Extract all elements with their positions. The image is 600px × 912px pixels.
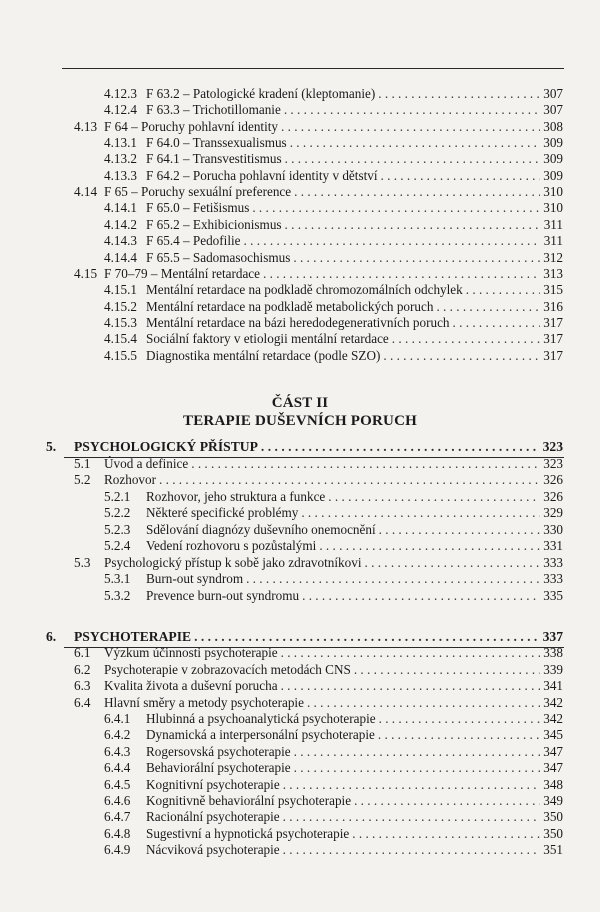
toc-entry (74, 265, 563, 282)
toc-entry-page: 350 (543, 809, 563, 825)
toc-entry-page: 330 (543, 521, 563, 537)
toc-entry-page: 349 (543, 793, 563, 808)
toc-entry-number: 4.15 (74, 265, 98, 281)
toc-entry-title: F 63.2 – Patologické kradení (kleptomanie) (146, 86, 376, 101)
toc-dot-leader (436, 298, 540, 315)
toc-dot-leader (283, 841, 541, 858)
toc-entry-title: Rozhovor (104, 472, 157, 487)
toc-entry (74, 694, 563, 711)
toc-entry-title: Diagnostika mentální retardace (podle SZO) (146, 347, 381, 363)
toc-entry-number: 5.3.1 (104, 571, 131, 586)
toc-entry-page: 315 (543, 282, 563, 298)
toc-dot-leader (191, 455, 540, 472)
toc-entry-number: 6.4.1 (104, 711, 131, 726)
toc-entry-title: Sugestivní a hypnotická psychoterapie (146, 825, 350, 841)
toc-dot-leader (283, 776, 541, 793)
toc-entry-title: Racionální psychoterapie (146, 809, 280, 825)
toc-entry-title: Kognitivně behaviorální psychoterapie (146, 793, 352, 808)
toc-entry-title: Rogersovská psychoterapie (146, 743, 291, 759)
toc-entry (74, 183, 563, 200)
toc-dot-leader (246, 570, 540, 587)
toc-entry-number: 5.2 (74, 472, 91, 487)
toc-dot-leader (261, 438, 540, 455)
toc-dot-leader (244, 232, 541, 249)
toc-entry-page: 335 (543, 587, 563, 603)
toc-entry-number: 6.3 (74, 678, 91, 694)
toc-entry-number: 6.4.5 (104, 776, 131, 792)
toc-dot-leader (328, 488, 540, 505)
toc-dot-leader (354, 792, 540, 809)
toc-entry-title: Mentální retardace na bázi heredodegenerativních poruch (146, 314, 450, 330)
toc-dot-leader (378, 726, 540, 743)
toc-dot-leader (263, 265, 540, 282)
toc-entry (104, 314, 563, 331)
toc-dot-leader (281, 644, 541, 661)
toc-dot-leader (365, 554, 541, 571)
toc-entry-title: Burn-out syndrom (146, 571, 244, 586)
toc-entry (74, 644, 563, 661)
toc-entry-number: 6.1 (74, 645, 91, 661)
toc-entry-page: 307 (543, 102, 563, 118)
toc-entry-page: 326 (543, 488, 563, 504)
toc-entry-page: 310 (543, 200, 563, 216)
toc-entry-page: 311 (543, 233, 563, 249)
toc-dot-leader (294, 759, 541, 776)
toc-entry-number: 6.4.7 (104, 809, 131, 825)
toc-entry-number: 4.14.1 (104, 200, 137, 216)
toc-entry-number: 4.15.4 (104, 331, 137, 347)
toc-entry-title: Rozhovor, jeho struktura a funkce (146, 488, 326, 504)
toc-entry-page: 347 (543, 760, 563, 776)
toc-entry (104, 808, 563, 825)
toc-entry (74, 118, 563, 135)
toc-dot-leader (453, 314, 541, 331)
toc-entry-title: Kvalita života a duševní porucha (104, 678, 278, 694)
part-title: TERAPIE DUŠEVNÍCH PORUCH (183, 413, 417, 429)
toc-entry-page: 308 (543, 118, 563, 134)
toc-dot-leader (194, 628, 540, 645)
toc-entry (104, 249, 563, 266)
toc-entry-title: PSYCHOTERAPIE (74, 629, 192, 644)
toc-entry-title: Vedení rozhovoru s pozůstalými (146, 538, 317, 553)
toc-entry (104, 167, 563, 184)
toc-entry-page: 309 (543, 135, 563, 151)
toc-entry-title: F 64.1 – Transvestitismus (146, 151, 282, 167)
toc-entry-page: 329 (543, 505, 563, 520)
toc-entry-page: 350 (543, 825, 563, 841)
toc-entry-number: 4.14.2 (104, 216, 137, 232)
toc-dot-leader (466, 281, 540, 298)
toc-entry-number: 6.2 (74, 661, 91, 677)
toc-dot-leader (354, 661, 540, 678)
toc-dot-leader (319, 537, 540, 554)
toc-entry-title: F 65 – Poruchy sexuální preference (104, 184, 292, 200)
toc-entry (104, 841, 563, 858)
toc-entry-page: 312 (543, 249, 563, 265)
toc-dot-leader (281, 677, 541, 694)
toc-dot-leader (281, 118, 540, 135)
toc-entry (104, 587, 563, 604)
toc-dot-leader (392, 330, 540, 347)
toc-entry-number: 4.14.3 (104, 233, 137, 249)
toc-entry-number: 6.4.6 (104, 793, 131, 808)
toc-entry (104, 825, 563, 842)
toc-entry-title: F 64.2 – Porucha pohlavní identity v dětství (146, 167, 378, 183)
toc-entry-title: Kognitivní psychoterapie (146, 776, 280, 792)
toc-entry-number: 4.13.1 (104, 135, 137, 151)
toc-entry (104, 759, 563, 776)
toc-entry-title: F 65.0 – Fetišismus (146, 200, 250, 216)
toc-entry (74, 471, 563, 488)
toc-entry-title: Hlavní směry a metody psychoterapie (104, 694, 304, 710)
toc-entry-number: 4.15.3 (104, 314, 137, 330)
toc-entry-page: 311 (543, 216, 563, 232)
toc-dot-leader (381, 167, 541, 184)
toc-dot-leader (352, 825, 540, 842)
toc-entry (104, 101, 563, 118)
toc-entry-title: Prevence burn-out syndromu (146, 587, 300, 603)
toc-entry-title: Psychoterapie v zobrazovacích metodách CNS (104, 661, 351, 677)
toc-entry-number: 5.3 (74, 554, 91, 570)
toc-entry-number: 5.2.2 (104, 505, 131, 520)
toc-chapter-entry (46, 628, 563, 645)
toc-entry-title: Úvod a definice (104, 455, 189, 471)
toc-entry-title: Behaviorální psychoterapie (146, 760, 291, 776)
toc-entry-page: 309 (543, 167, 563, 183)
toc-entry-title: Psychologický přístup k sobě jako zdravotníkovi (104, 554, 362, 570)
toc-entry-title: Výzkum účinnosti psychoterapie (104, 645, 278, 661)
toc-entry-title: Sdělování diagnózy duševního onemocnění (146, 521, 376, 537)
toc-entry (104, 776, 563, 793)
toc-dot-leader (302, 587, 540, 604)
toc-dot-leader (378, 85, 540, 102)
toc-entry-page: 351 (543, 842, 563, 858)
toc-entry (104, 710, 563, 727)
toc-entry (104, 134, 563, 151)
toc-entry-number: 4.15.5 (104, 347, 137, 363)
toc-dot-leader (379, 710, 541, 727)
toc-entry-page: 341 (543, 678, 563, 694)
toc-entry-number: 5. (46, 439, 57, 454)
toc-entry-title: Mentální retardace na podkladě metabolických poruch (146, 298, 434, 314)
toc-entry (104, 216, 563, 233)
toc-entry-page: 323 (543, 455, 563, 471)
toc-entry (104, 537, 563, 554)
part-label: ČÁST II (271, 395, 329, 411)
toc-dot-leader (293, 249, 540, 266)
toc-entry (104, 232, 563, 249)
toc-entry-number: 5.2.3 (104, 521, 131, 537)
toc-entry (104, 504, 563, 521)
toc-entry-page: 333 (543, 554, 563, 570)
toc-entry-number: 6.4.3 (104, 743, 131, 759)
toc-entry-page: 338 (543, 645, 563, 661)
toc-entry-title: Některé specifické problémy (146, 505, 299, 520)
toc-entry-title: F 63.3 – Trichotillomanie (146, 102, 281, 118)
toc-entry-number: 6. (46, 629, 57, 644)
toc-dot-leader (379, 521, 541, 538)
toc-dot-leader (284, 101, 540, 118)
toc-entry-page: 310 (543, 184, 563, 200)
toc-entry-title: F 64.0 – Transsexualismus (146, 135, 287, 151)
toc-entry-title: F 64 – Poruchy pohlavní identity (104, 118, 278, 134)
toc-entry (104, 298, 563, 315)
toc-entry-title: Nácviková psychoterapie (146, 842, 280, 858)
toc-dot-leader (383, 347, 540, 364)
toc-entry-page: 313 (543, 265, 563, 281)
toc-entry (104, 792, 563, 809)
toc-entry-page: 342 (543, 711, 563, 726)
toc-entry (74, 455, 563, 472)
toc-entry (104, 199, 563, 216)
toc-entry (74, 677, 563, 694)
toc-entry-number: 4.13.3 (104, 167, 137, 183)
toc-entry-title: F 65.5 – Sadomasochismus (146, 249, 291, 265)
toc-entry-number: 5.2.4 (104, 538, 131, 553)
toc-entry-page: 333 (543, 571, 563, 586)
toc-dot-leader (290, 134, 541, 151)
toc-entry-number: 4.13 (74, 118, 98, 134)
toc-entry-title: F 65.2 – Exhibicionismus (146, 216, 282, 232)
toc-entry-number: 4.14 (74, 184, 98, 200)
toc-entry-title: PSYCHOLOGICKÝ PŘÍSTUP (74, 439, 258, 454)
toc-dot-leader (283, 808, 541, 825)
toc-entry-page: 345 (543, 727, 563, 743)
toc-entry-number: 6.4.4 (104, 760, 131, 776)
toc-entry-title: Dynamická a interpersonální psychoterapie (146, 727, 375, 743)
toc-dot-leader (294, 743, 541, 760)
toc-entry-number: 4.15.1 (104, 282, 137, 298)
toc-entry-title: Mentální retardace na podkladě chromozomálních odchylek (146, 282, 463, 298)
toc-entry (104, 281, 563, 298)
toc-entry-page: 317 (543, 331, 563, 347)
toc-entry-number: 5.3.2 (104, 587, 131, 603)
toc-entry-page: 317 (543, 314, 563, 330)
toc-entry-number: 4.13.2 (104, 151, 137, 167)
toc-entry (104, 85, 563, 102)
toc-entry-number: 4.12.4 (104, 102, 137, 118)
toc-entry (104, 150, 563, 167)
toc-entry-number: 4.15.2 (104, 298, 137, 314)
toc-dot-leader (294, 183, 540, 200)
toc-entry-page: 342 (543, 694, 563, 710)
toc-dot-leader (285, 216, 541, 233)
toc-dot-leader (307, 694, 540, 711)
toc-dot-leader (252, 199, 540, 216)
toc-entry-number: 4.12.3 (104, 86, 137, 101)
toc-entry (104, 726, 563, 743)
toc-entry-title: Hlubinná a psychoanalytická psychoterapie (146, 711, 376, 726)
toc-entry (74, 661, 563, 678)
toc-entry-number: 4.14.4 (104, 249, 137, 265)
toc-entry-page: 326 (543, 472, 563, 487)
toc-entry-page: 347 (543, 743, 563, 759)
toc-entry-number: 5.2.1 (104, 488, 131, 504)
toc-entry-page: 348 (543, 776, 563, 792)
toc-chapter-entry (46, 438, 563, 455)
toc-entry-page: 317 (543, 347, 563, 363)
toc-entry-title: F 70–79 – Mentální retardace (104, 265, 261, 281)
toc-entry-title: F 65.4 – Pedofilie (146, 233, 241, 249)
toc-entry-number: 6.4.2 (104, 727, 131, 743)
toc-entry-number: 6.4.8 (104, 825, 131, 841)
toc-entry-title: Sociální faktory v etiologii mentální retardace (146, 331, 389, 347)
toc-entry-page: 323 (542, 439, 563, 454)
toc-dot-leader (285, 150, 541, 167)
toc-entry-page: 316 (543, 298, 563, 314)
toc-entry (104, 488, 563, 505)
toc-entry (104, 347, 563, 364)
toc-entry-page: 331 (543, 538, 563, 553)
toc-entry (104, 743, 563, 760)
toc-dot-leader (301, 504, 540, 521)
toc-entry-number: 5.1 (74, 455, 91, 471)
toc-entry-number: 6.4 (74, 694, 91, 710)
toc-entry-page: 307 (543, 86, 563, 101)
toc-entry (104, 570, 563, 587)
toc-dot-leader (159, 471, 540, 488)
toc-entry (104, 521, 563, 538)
toc-entry-page: 309 (543, 151, 563, 167)
toc-entry-number: 6.4.9 (104, 842, 131, 858)
toc-entry-page: 339 (543, 661, 563, 677)
toc-entry-page: 337 (542, 629, 563, 644)
toc-entry (104, 330, 563, 347)
toc-entry (74, 554, 563, 571)
